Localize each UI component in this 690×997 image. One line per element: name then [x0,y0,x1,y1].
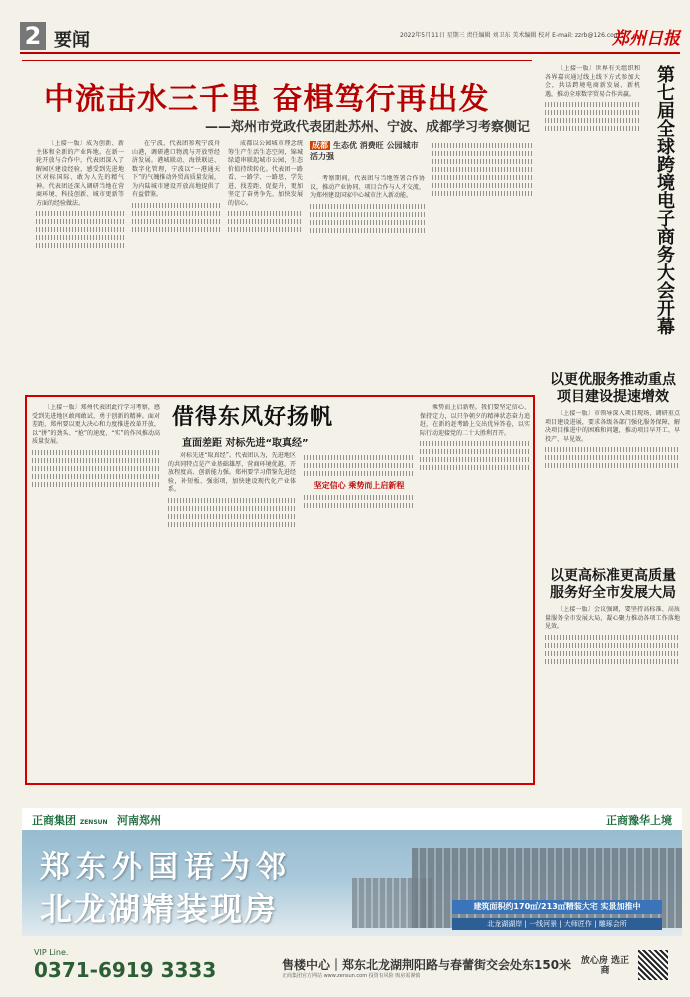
ad-location: 河南郑州 [117,814,161,827]
article-column [432,140,532,390]
featured-subhead: 直面差距 对标先进“取真经” [182,438,309,449]
text-filler [420,457,530,462]
text-filler [168,514,296,519]
text-filler [228,227,303,232]
text-filler [432,191,532,196]
text-filler [420,441,530,446]
text-filler [36,211,124,216]
text-filler [132,203,220,208]
ad-area-banner: 建筑面积约170㎡/213㎡精装大宅 实景加推中 [452,900,662,914]
text-filler [545,651,680,656]
article-column [228,140,303,390]
text-filler [36,227,124,232]
article-paragraph: 〔上接一版〕市领导深入项目现场，调研重点项目建设进展，要求各级各部门强化服务保障，解决项目推进中的困难和问题，推动项目早开工、早投产、早见效。 [545,410,680,443]
text-filler [310,220,425,225]
section-tag: 成都 [312,141,328,150]
text-filler [304,495,414,500]
right-title-3: 以更高标准更高质量服务好全市发展大局 [550,568,676,601]
text-filler [545,463,680,468]
ad-badge: 放心房 选正商 [580,956,630,976]
text-filler [304,503,414,508]
article-paragraph: 〔上接一版〕世界有关组织和各界嘉宾通过线上线下方式参加大会，共话跨境电商新发展、新机遇，推动全球数字贸易合作共赢。 [545,65,640,98]
ad-brand-cn: 正商集团 [32,814,76,827]
text-filler [420,449,530,454]
text-filler [36,235,124,240]
text-filler [545,659,680,664]
text-filler [32,482,160,487]
section-label-text: 生态优 消费旺 公园城市活力强 [310,141,419,161]
article-paragraph: 〔上接一版〕郑州代表团此行学习考察，感受到先进地区敢闯敢试、勇于创新的精神。面对差距，郑州要以更大决心和力度推进改革开放，以“拼”的劲头、“抢”的速度、“实”的作风推动高质量发展。 [32,404,160,445]
text-filler [304,455,414,460]
article-paragraph: 〔上接一版〕成为创新、新主体和全新的产业阵地。在新一轮开放与合作中，代表团深入了解园区建设经验，感受到先进地区对标国际、敢为人先的精气神。代表团还深入调研当地在营商环境、科技创新、城市更新等方面的经验做法。 [36,140,124,207]
text-filler [32,458,160,463]
featured-column [168,452,296,780]
newspaper-logo: 郑州日报 [612,29,680,49]
text-filler [32,474,160,479]
ad-project-logo: 正商豫华上境 [606,814,672,827]
text-filler [545,118,640,123]
text-filler [545,126,640,131]
text-filler [32,450,160,455]
ad-fineprint: 正商集团官方网站 www.zensun.com 投资有风险 购房需谨慎 [282,973,421,979]
page-header [20,22,680,54]
text-filler [310,204,425,209]
text-filler [545,643,680,648]
ad-brand-en: ZENSUN [79,819,108,826]
divider [22,60,532,61]
featured-column [32,404,160,780]
ad-building-image [412,848,682,928]
text-filler [545,455,680,460]
right-article [545,65,640,315]
top-headline: 中流击水三千里 奋楫笃行再出发 [44,82,490,117]
text-filler [545,635,680,640]
ad-title-2: 北龙湖精装现房 [40,890,279,928]
text-filler [304,463,414,468]
article-paragraph: 考察期间，代表团与当地签署合作协议，推动产业协同、项目合作与人才交流，为郑州建设国家中心城市注入新动能。 [310,175,425,199]
text-filler [228,211,303,216]
text-filler [432,175,532,180]
article-paragraph: 乘势而上启新程。我们要坚定信心、保持定力，以只争朝夕的精神状态奋力追赶，在新的赶考路上交出优异答卷，以实际行动迎接党的二十大胜利召开。 [420,404,530,437]
ad-title-1: 郑东外国语为邻 [40,850,292,885]
section-name: 要闻 [54,30,90,51]
right-vertical-title: 第七届全球跨境电子商务大会开幕 [654,65,675,335]
right-article [545,606,680,786]
article-column [36,140,124,390]
text-filler [545,102,640,107]
text-filler [310,212,425,217]
article-paragraph: 成都以公园城市理念统筹生产生活生态空间，锦城绿道串联起城市公园，生态价值持续转化。代表团一路看、一路学、一路思，学先进、找差距、促提升，更加坚定了奋勇争先、加快发展的信心。 [228,140,303,207]
text-filler [36,219,124,224]
featured-column [420,404,530,780]
article-column [310,175,425,390]
article-paragraph: 对标先进“取真经”。代表团认为，先进地区的共同特点是产业基础雄厚、营商环境优越、开放程度高、创新能力强。郑州要学习借鉴先进经验，补短板、强弱项，加快建设现代化产业体系。 [168,452,296,493]
article-paragraph: 〔上接一版〕会议强调，要坚持高标准、高质量服务全市发展大局，凝心聚力推动各项工作落地见效。 [545,606,680,630]
right-title-2: 以更优服务推动重点项目建设提速增效 [550,372,676,405]
featured-inner-subhead: 坚定信心 乘势而上启新程 [313,481,405,490]
ad-sales-center: 售楼中心｜郑东北龙湖荆阳路与春蕾街交会处东150米 [282,958,572,972]
text-filler [132,227,220,232]
text-filler [132,219,220,224]
text-filler [432,143,532,148]
text-filler [432,151,532,156]
featured-column [304,452,414,780]
text-filler [168,522,296,527]
ad-phone: 0371-6919 3333 [34,958,217,982]
text-filler [228,219,303,224]
featured-headline: 借得东风好扬帆 [172,405,334,430]
article-paragraph: 在宁波，代表团参观宁波舟山港，调研港口物流与开放型经济发展。港城联动、海铁联运、数字化管理，宁波以“一港通天下”的气魄推动外贸高质量发展，为内陆城市建设开放高地提供了有益借鉴。 [132,140,220,198]
text-filler [310,228,425,233]
text-filler [432,159,532,164]
real-estate-ad [22,808,682,986]
ad-brand [32,812,108,828]
text-filler [420,465,530,470]
ad-features: 北龙湖湖岸 | 一线河景 | 大师匠作 | 雕琢会所 [452,918,662,930]
text-filler [545,110,640,115]
text-filler [432,183,532,188]
text-filler [168,498,296,503]
top-subhead: ——郑州市党政代表团赴苏州、宁波、成都学习考察侧记 [204,120,530,135]
page-number: 2 [20,22,46,50]
text-filler [32,466,160,471]
text-filler [545,447,680,452]
header-meta: 2022年5月11日 星期三 责任编辑 刘卫东 美术编辑 校对 E-mail: zzrb@126.com [400,32,620,39]
text-filler [36,243,124,248]
text-filler [168,506,296,511]
right-article [545,410,680,560]
qr-code-icon [638,950,668,980]
text-filler [432,167,532,172]
text-filler [304,471,414,476]
section-label [310,140,425,162]
ad-vip-label: VIP Line. [34,948,69,957]
text-filler [132,211,220,216]
article-column [132,140,220,390]
